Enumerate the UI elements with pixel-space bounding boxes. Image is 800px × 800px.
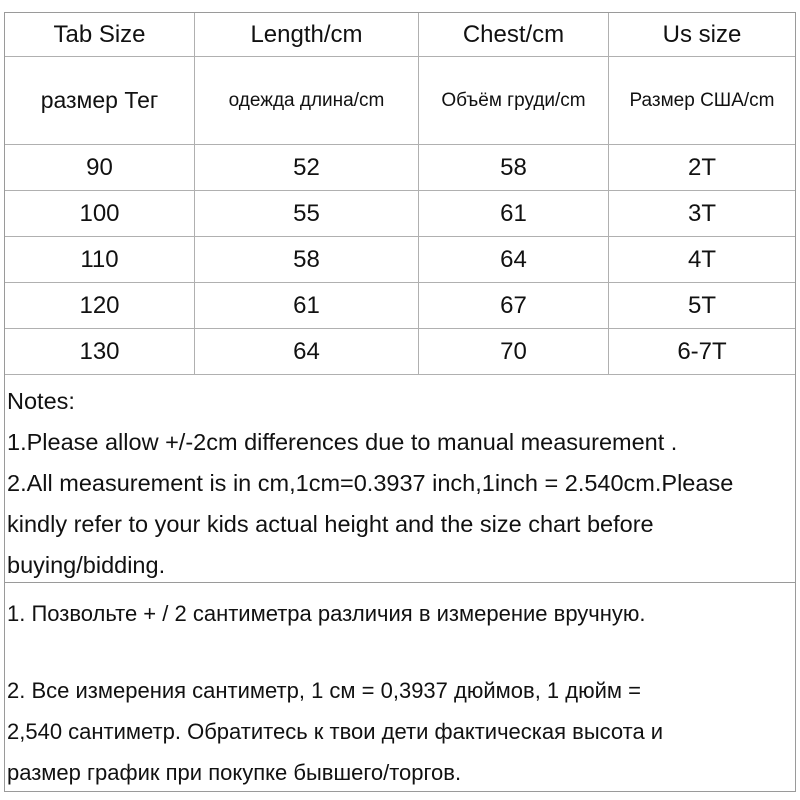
chest-cell: 64	[419, 237, 609, 282]
table-row	[5, 191, 795, 237]
header-row-english	[5, 13, 795, 57]
table-row	[5, 283, 795, 329]
notes-russian	[5, 583, 795, 793]
length-cell: 55	[195, 191, 419, 236]
notes-line: buying/bidding.	[7, 552, 166, 578]
header-tab-size: Tab Size	[5, 13, 195, 56]
notes-line: 1.Please allow +/-2cm differences due to manual measurement .	[7, 429, 678, 455]
tab-size-cell: 90	[5, 145, 195, 190]
tab-size-cell: 100	[5, 191, 195, 236]
us-size-cell: 5T	[687, 291, 716, 319]
notes-line: 2.All measurement is in cm,1cm=0.3937 inch,1inch = 2.540cm.Please	[7, 470, 734, 496]
size-chart	[4, 12, 796, 792]
table-row	[5, 237, 795, 283]
length-cell: 64	[195, 329, 419, 374]
header-row-russian	[5, 57, 795, 145]
notes-ru-spacer	[7, 634, 791, 670]
chest-cell: 70	[419, 329, 609, 374]
header-us-size-ru: Размер США/cm	[629, 89, 775, 111]
table-row	[5, 145, 795, 191]
us-size-cell: 3T	[687, 199, 716, 227]
length-cell: 52	[195, 145, 419, 190]
notes-ru-line: 2. Все измерения сантиметр, 1 см = 0,3937 дюймов, 1 дюйм =	[7, 678, 641, 703]
header-length: Length/cm	[195, 13, 419, 56]
header-length-ru: одежда длина/cm	[195, 57, 419, 144]
length-cell: 61	[195, 283, 419, 328]
header-us-size: Us size	[662, 20, 742, 48]
header-chest: Chest/cm	[419, 13, 609, 56]
tab-size-cell: 120	[5, 283, 195, 328]
header-tab-size-ru: размер Тег	[5, 57, 195, 144]
tab-size-cell: 110	[5, 237, 195, 282]
notes-line: kindly refer to your kids actual height and the size chart before	[7, 511, 654, 537]
notes-title: Notes:	[7, 388, 75, 414]
chest-cell: 58	[419, 145, 609, 190]
tab-size-cell: 130	[5, 329, 195, 374]
notes-ru-line: 1. Позвольте + / 2 сантиметра различия в измерение вручную.	[7, 601, 646, 626]
us-size-cell: 2T	[687, 153, 716, 181]
notes-english	[5, 375, 795, 583]
us-size-cell: 4T	[687, 245, 716, 273]
chest-cell: 61	[419, 191, 609, 236]
notes-ru-line: размер график при покупке бывшего/торгов.	[7, 760, 462, 785]
chest-cell: 67	[419, 283, 609, 328]
length-cell: 58	[195, 237, 419, 282]
us-size-cell: 6-7T	[677, 337, 727, 365]
header-chest-ru: Объём груди/cm	[419, 57, 609, 144]
notes-ru-line: 2,540 сантиметр. Обратитесь к твои дети фактическая высота и	[7, 719, 664, 744]
table-row	[5, 329, 795, 375]
